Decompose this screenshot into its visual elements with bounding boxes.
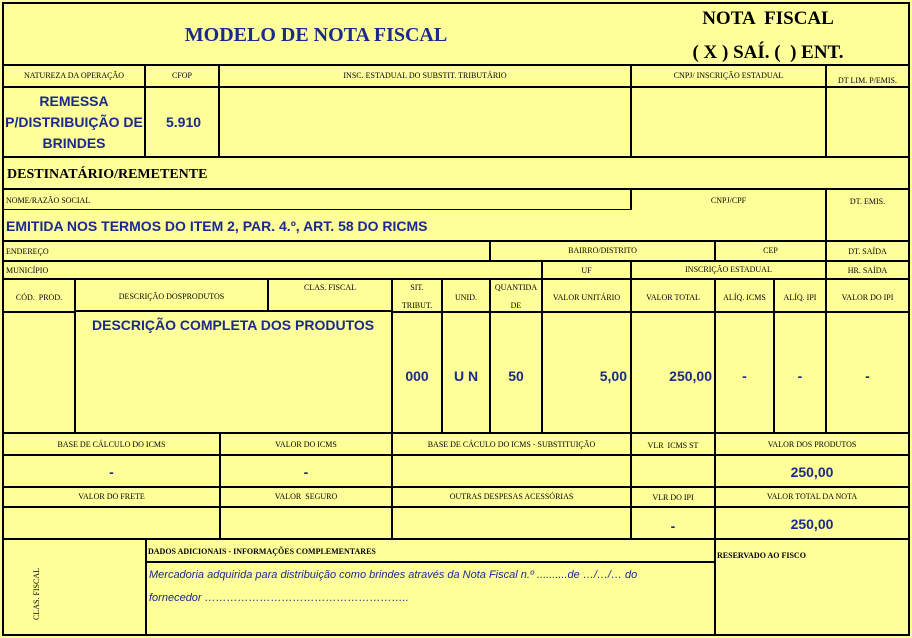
aliq-icms-label: ALÍQ. ICMS — [723, 293, 766, 302]
vlr-ipi-label: VLR DO IPI — [652, 493, 694, 502]
form-title: MODELO DE NOTA FISCAL — [184, 24, 448, 46]
insc-subst-label: INSC. ESTADUAL DO SUBSTIT. TRIBUTÁRIO — [343, 71, 507, 80]
aliq-icms-value: - — [742, 368, 747, 384]
clas-fiscal-footer-cell — [2, 538, 147, 636]
hr-saida-cell — [825, 260, 910, 280]
municipio-cell — [2, 260, 543, 280]
nome-value: EMITIDA NOS TERMOS DO ITEM 2, PAR. 4.º, ART. 58 DO RICMS — [6, 218, 428, 234]
cnpj-cpf-cell — [630, 188, 827, 212]
valor-seguro-cell — [219, 486, 393, 540]
header-title-cell — [2, 2, 630, 66]
dados-adicionais-label: DADOS ADICIONAIS - INFORMAÇÕES COMPLEMENTARES — [148, 547, 376, 556]
natureza-value: REMESSA P/DISTRIBUIÇÃO DE BRINDES — [5, 93, 143, 151]
destinatario-heading: DESTINATÁRIO/REMETENTE — [7, 167, 208, 182]
unid-label: UNID. — [455, 293, 477, 302]
dt-saida-label: DT. SAÍDA — [848, 247, 887, 256]
dados-adicionais-line-2: fornecedor ……………………………………………….. — [149, 592, 409, 604]
reservado-fisco-label: RESERVADO AO FISCO — [717, 551, 806, 560]
outras-despesas-label: OUTRAS DESPESAS ACESSÓRIAS — [449, 492, 574, 501]
aliq-icms-cell — [714, 278, 775, 434]
base-icms-value: - — [109, 464, 114, 480]
valor-produtos-label: VALOR DOS PRODUTOS — [767, 440, 857, 449]
natureza-label: NATUREZA DA OPERAÇÃO — [23, 71, 124, 80]
quantidade-label-2: DE — [510, 301, 522, 310]
clas-fiscal-footer-label: CLAS. FISCAL — [32, 567, 41, 620]
descricao-label: DESCRIÇÃO DOSPRODUTOS — [118, 292, 225, 301]
cnpj-cpf-label: CNPJ/CPF — [710, 196, 747, 205]
bairro-cell — [489, 240, 716, 262]
operation-type: ( X ) SAÍ. ( ) ENT. — [692, 42, 844, 63]
cfop-cell — [144, 66, 220, 158]
sit-value: 000 — [405, 368, 429, 384]
valor-seguro-label: VALOR SEGURO — [274, 492, 338, 501]
valor-ipi-label: VALOR DO IPI — [841, 293, 894, 302]
dt-saida-cell — [825, 240, 910, 262]
valor-icms-label: VALOR DO ICMS — [275, 440, 337, 449]
cnpj-insc-label: CNPJ/ INSCRIÇÃO ESTADUAL — [673, 71, 784, 80]
descricao-header-cell — [74, 278, 269, 312]
sit-label-1: SIT. — [410, 283, 424, 292]
valor-produtos-cell — [714, 432, 910, 488]
valor-unit-value: 5,00 — [599, 368, 627, 384]
unid-value: U N — [453, 368, 479, 384]
quantidade-label-1: QUANTIDA — [494, 283, 538, 292]
cod-prod-cell — [2, 278, 76, 434]
dt-emis-value-cell — [825, 210, 910, 242]
valor-total-nota-label: VALOR TOTAL DA NOTA — [766, 492, 858, 501]
base-icms-st-cell — [391, 432, 632, 488]
valor-unit-cell — [541, 278, 632, 434]
clas-fiscal-label: CLAS. FISCAL — [303, 283, 356, 292]
vlr-icms-st-label: VLR ICMS ST — [647, 441, 699, 450]
cfop-label: CFOP — [171, 71, 192, 80]
municipio-label: MUNICÍPIO — [6, 266, 49, 275]
cep-cell — [714, 240, 827, 262]
outras-despesas-cell — [391, 486, 632, 540]
insc-subst-cell — [218, 66, 632, 158]
vlr-ipi-value: - — [670, 518, 676, 534]
clas-fiscal-header-cell — [267, 278, 393, 312]
base-icms-cell — [2, 432, 221, 488]
nome-label: NOME/RAZÃO SOCIAL — [6, 196, 91, 205]
valor-total-cell — [630, 278, 716, 434]
quantidade-cell — [489, 278, 543, 434]
insc-estadual-cell — [630, 260, 827, 280]
vlr-icms-st-cell — [630, 432, 716, 488]
nota-fiscal-heading: NOTA FISCAL — [702, 8, 834, 29]
valor-frete-cell — [2, 486, 221, 540]
dt-lim-label: DT LIM. P/EMIS. — [838, 76, 897, 85]
base-icms-label: BASE DE CÁLCULO DO ICMS — [57, 440, 166, 449]
valor-total-nota-value: 250,00 — [790, 516, 834, 532]
quantidade-value: 50 — [508, 368, 524, 384]
bairro-label: BAIRRO/DISTRITO — [568, 246, 637, 255]
dados-adicionais-cell — [145, 538, 716, 636]
aliq-ipi-label: ALÍQ. IPI — [783, 293, 817, 302]
valor-frete-label: VALOR DO FRETE — [78, 492, 145, 501]
valor-icms-value: - — [303, 464, 309, 480]
cfop-value: 5.910 — [166, 114, 202, 130]
valor-ipi-cell — [825, 278, 910, 434]
valor-icms-cell — [219, 432, 393, 488]
dados-adicionais-line-1: Mercadoria adquirida para distribuição como brindes através da Nota Fiscal n.º ..........de …/…/… do — [149, 569, 638, 581]
endereco-label: ENDEREÇO — [6, 247, 49, 256]
valor-total-nota-cell — [714, 486, 910, 540]
natureza-cell — [2, 66, 146, 158]
valor-produtos-value: 250,00 — [790, 464, 834, 480]
valor-unit-label: VALOR UNITÁRIO — [552, 293, 621, 302]
dt-emis-cell — [825, 188, 910, 212]
vlr-ipi-cell — [630, 486, 716, 540]
dt-emis-label: DT. EMIS. — [849, 197, 886, 206]
valor-total-value: 250,00 — [669, 368, 712, 384]
valor-ipi-value: - — [865, 368, 870, 384]
hr-saida-label: HR. SAÍDA — [847, 266, 888, 275]
destinatario-heading-cell — [2, 156, 910, 190]
endereco-cell — [2, 240, 491, 262]
nome-value-cell — [2, 210, 827, 242]
valor-total-label: VALOR TOTAL — [646, 293, 700, 302]
uf-cell — [541, 260, 632, 280]
insc-estadual-label: INSCRIÇÃO ESTADUAL — [685, 265, 772, 274]
dt-lim-cell — [825, 66, 910, 158]
sit-cell — [391, 278, 443, 434]
descricao-value-cell — [74, 310, 393, 434]
base-icms-st-label: BASE DE CÁCULO DO ICMS - SUBSTITUIÇÃO — [427, 440, 596, 449]
sit-label-2: TRIBUT. — [401, 301, 433, 310]
cnpj-insc-cell — [630, 66, 827, 158]
aliq-ipi-cell — [773, 278, 827, 434]
uf-label: UF — [581, 266, 592, 275]
reservado-fisco-cell — [714, 538, 910, 636]
unid-cell — [441, 278, 491, 434]
aliq-ipi-value: - — [797, 368, 803, 384]
descricao-value: DESCRIÇÃO COMPLETA DOS PRODUTOS — [92, 317, 375, 333]
header-nota-cell — [628, 2, 910, 66]
cep-label: CEP — [763, 246, 778, 255]
cod-prod-label: CÓD. PROD. — [15, 293, 63, 302]
